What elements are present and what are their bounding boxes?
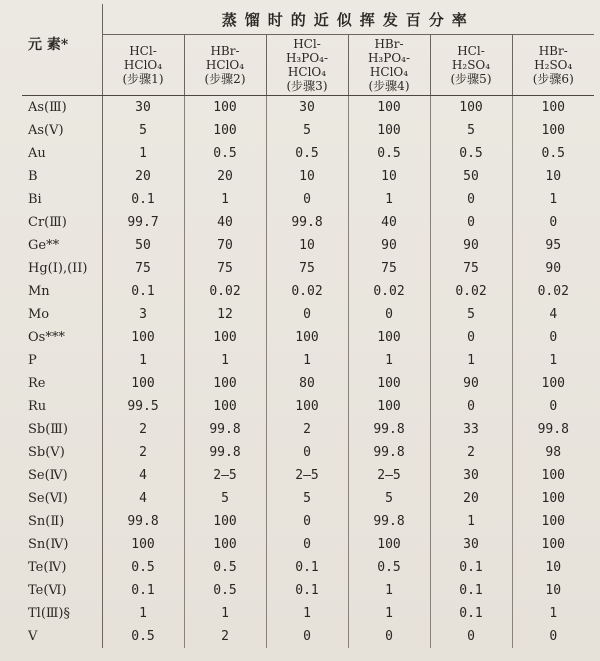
- volatility-value: 99.8: [348, 418, 430, 441]
- volatility-value: 100: [512, 464, 594, 487]
- volatility-value: 0: [430, 395, 512, 418]
- volatility-value: 0: [512, 326, 594, 349]
- volatility-value: 1: [512, 188, 594, 211]
- volatility-value: 1: [430, 510, 512, 533]
- volatility-value: 100: [348, 533, 430, 556]
- element-name: Ge**: [22, 234, 102, 257]
- condition-line: H₂SO₄: [534, 58, 573, 72]
- volatility-value: 99.7: [127, 215, 159, 230]
- element-name: Bi: [22, 188, 102, 211]
- element-column-header: 元 素*: [22, 4, 102, 96]
- volatility-value: 1: [348, 188, 430, 211]
- table-row: [22, 326, 594, 349]
- table-row: [22, 464, 594, 487]
- volatility-value: 1: [512, 602, 594, 625]
- volatility-value: 12: [184, 303, 266, 326]
- condition-line: (步骤4): [368, 79, 410, 93]
- element-name: Hg(I),(II): [22, 257, 102, 280]
- volatility-value: 100: [348, 119, 430, 142]
- condition-line: (步骤1): [122, 72, 164, 86]
- condition-line: HCl-: [129, 44, 157, 58]
- volatility-value: 0.5: [430, 142, 512, 165]
- volatility-value: 0.5: [348, 142, 430, 165]
- volatility-value: 1: [184, 602, 266, 625]
- volatility-value: 100: [184, 533, 266, 556]
- condition-line: HBr-: [210, 44, 240, 58]
- volatility-value: 0.02: [184, 280, 266, 303]
- volatility-value: 0.5: [184, 579, 266, 602]
- volatility-value: 90: [348, 234, 430, 257]
- volatility-value: 0.1: [430, 602, 512, 625]
- volatility-value: 1: [139, 146, 147, 161]
- volatility-value: 30: [430, 464, 512, 487]
- table-row: [22, 257, 594, 280]
- volatility-value: 75: [184, 257, 266, 280]
- volatility-value: 0.5: [131, 629, 155, 644]
- volatility-value: 100: [184, 510, 266, 533]
- table-row: [22, 418, 594, 441]
- volatility-value: 30: [135, 100, 151, 115]
- element-name: Au: [22, 142, 102, 165]
- volatility-value: 10: [512, 556, 594, 579]
- condition-header-2: [184, 35, 266, 96]
- element-name: Os***: [22, 326, 102, 349]
- volatility-value: 0: [266, 625, 348, 648]
- volatility-value: 0.1: [266, 579, 348, 602]
- volatility-value: 0.02: [266, 280, 348, 303]
- volatility-value: 100: [512, 96, 594, 120]
- table-row: [22, 234, 594, 257]
- volatility-value: 100: [512, 372, 594, 395]
- volatility-value: 5: [430, 119, 512, 142]
- volatility-value: 0.5: [184, 142, 266, 165]
- table-row: [22, 395, 594, 418]
- volatility-value: 100: [131, 537, 155, 552]
- volatility-value: 0: [266, 303, 348, 326]
- volatility-value: 0.1: [266, 556, 348, 579]
- volatility-value: 0: [266, 441, 348, 464]
- volatility-value: 75: [266, 257, 348, 280]
- volatility-value: 100: [348, 372, 430, 395]
- volatility-value: 99.8: [266, 211, 348, 234]
- volatility-value: 1: [139, 606, 147, 621]
- element-name: Tl(Ⅲ)§: [22, 602, 102, 625]
- element-name: Mo: [22, 303, 102, 326]
- volatility-value: 90: [512, 257, 594, 280]
- volatility-value: 100: [512, 487, 594, 510]
- volatility-value: 1: [266, 602, 348, 625]
- condition-line: (步骤6): [532, 72, 574, 86]
- volatility-value: 100: [131, 376, 155, 391]
- volatility-value: 10: [512, 165, 594, 188]
- table-row: [22, 533, 594, 556]
- condition-line: HCl-: [293, 37, 321, 51]
- volatility-value: 5: [348, 487, 430, 510]
- volatility-value: 5: [266, 487, 348, 510]
- element-name: As(Ⅲ): [22, 96, 102, 120]
- volatility-value: 75: [135, 261, 151, 276]
- volatility-value: 100: [266, 326, 348, 349]
- volatility-value: 40: [184, 211, 266, 234]
- table-row: [22, 280, 594, 303]
- volatility-value: 20: [135, 169, 151, 184]
- volatility-value: 1: [139, 353, 147, 368]
- volatility-value: 80: [266, 372, 348, 395]
- volatility-value: 100: [184, 395, 266, 418]
- element-name: Ru: [22, 395, 102, 418]
- element-name: Sn(Ⅱ): [22, 510, 102, 533]
- table-row: [22, 579, 594, 602]
- volatility-value: 0.02: [512, 280, 594, 303]
- element-name: Se(Ⅵ): [22, 487, 102, 510]
- volatility-value: 5: [184, 487, 266, 510]
- table-row: [22, 119, 594, 142]
- volatility-value: 1: [266, 349, 348, 372]
- volatility-value: 99.8: [184, 441, 266, 464]
- condition-line: HBr-: [538, 44, 568, 58]
- element-name: B: [22, 165, 102, 188]
- volatility-value: 100: [184, 96, 266, 120]
- volatility-value: 2—5: [348, 464, 430, 487]
- element-name: Se(Ⅳ): [22, 464, 102, 487]
- volatility-value: 0.1: [430, 579, 512, 602]
- volatility-value: 5: [266, 119, 348, 142]
- volatility-value: 0: [266, 533, 348, 556]
- volatility-value: 0: [430, 211, 512, 234]
- volatility-value: 100: [348, 395, 430, 418]
- table-row: [22, 303, 594, 326]
- condition-header-6: [512, 35, 594, 96]
- condition-line: H₃PO₄-: [367, 51, 411, 65]
- element-name: P: [22, 349, 102, 372]
- volatility-value: 0.5: [348, 556, 430, 579]
- volatility-value: 99.8: [348, 510, 430, 533]
- volatility-value: 0.1: [131, 284, 155, 299]
- volatility-value: 30: [266, 96, 348, 120]
- volatility-value: 90: [430, 372, 512, 395]
- volatility-value: 4: [139, 468, 147, 483]
- table-row: [22, 441, 594, 464]
- element-name: Sn(Ⅳ): [22, 533, 102, 556]
- element-name: Cr(Ⅲ): [22, 211, 102, 234]
- volatility-value: 0.02: [348, 280, 430, 303]
- condition-line: HCl-: [457, 44, 485, 58]
- volatility-value: 2: [266, 418, 348, 441]
- volatility-value: 2—5: [266, 464, 348, 487]
- volatility-value: 100: [348, 96, 430, 120]
- condition-line: H₃PO₄-: [285, 51, 329, 65]
- volatility-value: 70: [184, 234, 266, 257]
- volatility-value: 100: [430, 96, 512, 120]
- volatility-value: 100: [131, 330, 155, 345]
- volatility-value: 0.5: [266, 142, 348, 165]
- condition-header-5: [430, 35, 512, 96]
- volatility-value: 1: [184, 349, 266, 372]
- volatility-value: 4: [139, 491, 147, 506]
- volatility-table: [22, 4, 594, 648]
- volatility-value: 100: [348, 326, 430, 349]
- volatility-value: 2: [139, 445, 147, 460]
- condition-line: HClO₄: [205, 58, 245, 72]
- table-row: [22, 211, 594, 234]
- table-row: [22, 556, 594, 579]
- volatility-value: 0: [348, 625, 430, 648]
- volatility-value: 0: [512, 395, 594, 418]
- volatility-value: 0.02: [430, 280, 512, 303]
- volatility-value: 99.5: [127, 399, 159, 414]
- table-row: [22, 96, 594, 120]
- table-row: [22, 188, 594, 211]
- volatility-value: 2: [139, 422, 147, 437]
- volatility-value: 0: [430, 188, 512, 211]
- volatility-value: 2—5: [184, 464, 266, 487]
- volatility-value: 33: [430, 418, 512, 441]
- table-row: [22, 165, 594, 188]
- element-name: Te(Ⅳ): [22, 556, 102, 579]
- table-row: [22, 142, 594, 165]
- volatility-value: 100: [512, 119, 594, 142]
- volatility-value: 0.1: [131, 192, 155, 207]
- volatility-value: 1: [348, 349, 430, 372]
- volatility-value: 5: [139, 123, 147, 138]
- condition-header-4: [348, 35, 430, 96]
- volatility-value: 4: [512, 303, 594, 326]
- volatility-value: 99.8: [348, 441, 430, 464]
- volatility-value: 98: [512, 441, 594, 464]
- volatility-value: 0: [266, 510, 348, 533]
- volatility-value: 1: [348, 602, 430, 625]
- condition-line: HClO₄: [123, 58, 163, 72]
- volatility-value: 30: [430, 533, 512, 556]
- volatility-value: 100: [512, 510, 594, 533]
- condition-header-1: [102, 35, 184, 96]
- element-name: Re: [22, 372, 102, 395]
- condition-line: HClO₄: [369, 65, 409, 79]
- volatility-value: 75: [430, 257, 512, 280]
- volatility-value: 0: [512, 211, 594, 234]
- volatility-value: 50: [135, 238, 151, 253]
- volatility-value: 0.5: [184, 556, 266, 579]
- volatility-value: 75: [348, 257, 430, 280]
- volatility-value: 3: [139, 307, 147, 322]
- volatility-value: 90: [430, 234, 512, 257]
- volatility-value: 100: [184, 372, 266, 395]
- volatility-value: 100: [184, 326, 266, 349]
- volatility-value: 0: [512, 625, 594, 648]
- volatility-value: 20: [184, 165, 266, 188]
- volatility-value: 2: [430, 441, 512, 464]
- element-name: Sb(Ⅲ): [22, 418, 102, 441]
- element-name: Mn: [22, 280, 102, 303]
- volatility-value: 10: [512, 579, 594, 602]
- volatility-value: 0: [266, 188, 348, 211]
- volatility-value: 5: [430, 303, 512, 326]
- volatility-value: 1: [184, 188, 266, 211]
- table-row: [22, 602, 594, 625]
- condition-line: H₂SO₄: [451, 58, 491, 72]
- volatility-value: 10: [266, 165, 348, 188]
- volatility-value: 100: [512, 533, 594, 556]
- condition-header-3: [266, 35, 348, 96]
- volatility-value: 10: [266, 234, 348, 257]
- element-name: V: [22, 625, 102, 648]
- volatility-value: 1: [430, 349, 512, 372]
- volatility-value: 0: [430, 326, 512, 349]
- volatility-value: 2: [184, 625, 266, 648]
- condition-line: HBr-: [374, 37, 404, 51]
- volatility-value: 95: [512, 234, 594, 257]
- condition-line: (步骤2): [204, 72, 246, 86]
- volatility-value: 0.5: [131, 560, 155, 575]
- volatility-value: 0.5: [512, 142, 594, 165]
- condition-line: (步骤3): [286, 79, 328, 93]
- table-row: [22, 625, 594, 648]
- condition-line: (步骤5): [450, 72, 492, 86]
- volatility-value: 100: [266, 395, 348, 418]
- table-row: [22, 349, 594, 372]
- volatility-value: 40: [348, 211, 430, 234]
- volatility-value: 50: [430, 165, 512, 188]
- volatility-value: 99.8: [127, 514, 159, 529]
- table-row: [22, 487, 594, 510]
- table-row: [22, 510, 594, 533]
- volatility-value: 0.1: [131, 583, 155, 598]
- element-name: Te(Ⅵ): [22, 579, 102, 602]
- volatility-value: 10: [348, 165, 430, 188]
- volatility-value: 1: [348, 579, 430, 602]
- volatility-value: 99.8: [512, 418, 594, 441]
- volatility-value: 100: [184, 119, 266, 142]
- condition-line: HClO₄: [287, 65, 327, 79]
- volatility-value: 0: [348, 303, 430, 326]
- volatility-value: 1: [512, 349, 594, 372]
- volatility-value: 99.8: [184, 418, 266, 441]
- element-name: Sb(Ⅴ): [22, 441, 102, 464]
- table-row: [22, 372, 594, 395]
- group-title: 蒸馏时的近似挥发百分率: [102, 4, 594, 35]
- volatility-value: 20: [430, 487, 512, 510]
- volatility-value: 0: [430, 625, 512, 648]
- volatility-value: 0.1: [430, 556, 512, 579]
- element-name: As(Ⅴ): [22, 119, 102, 142]
